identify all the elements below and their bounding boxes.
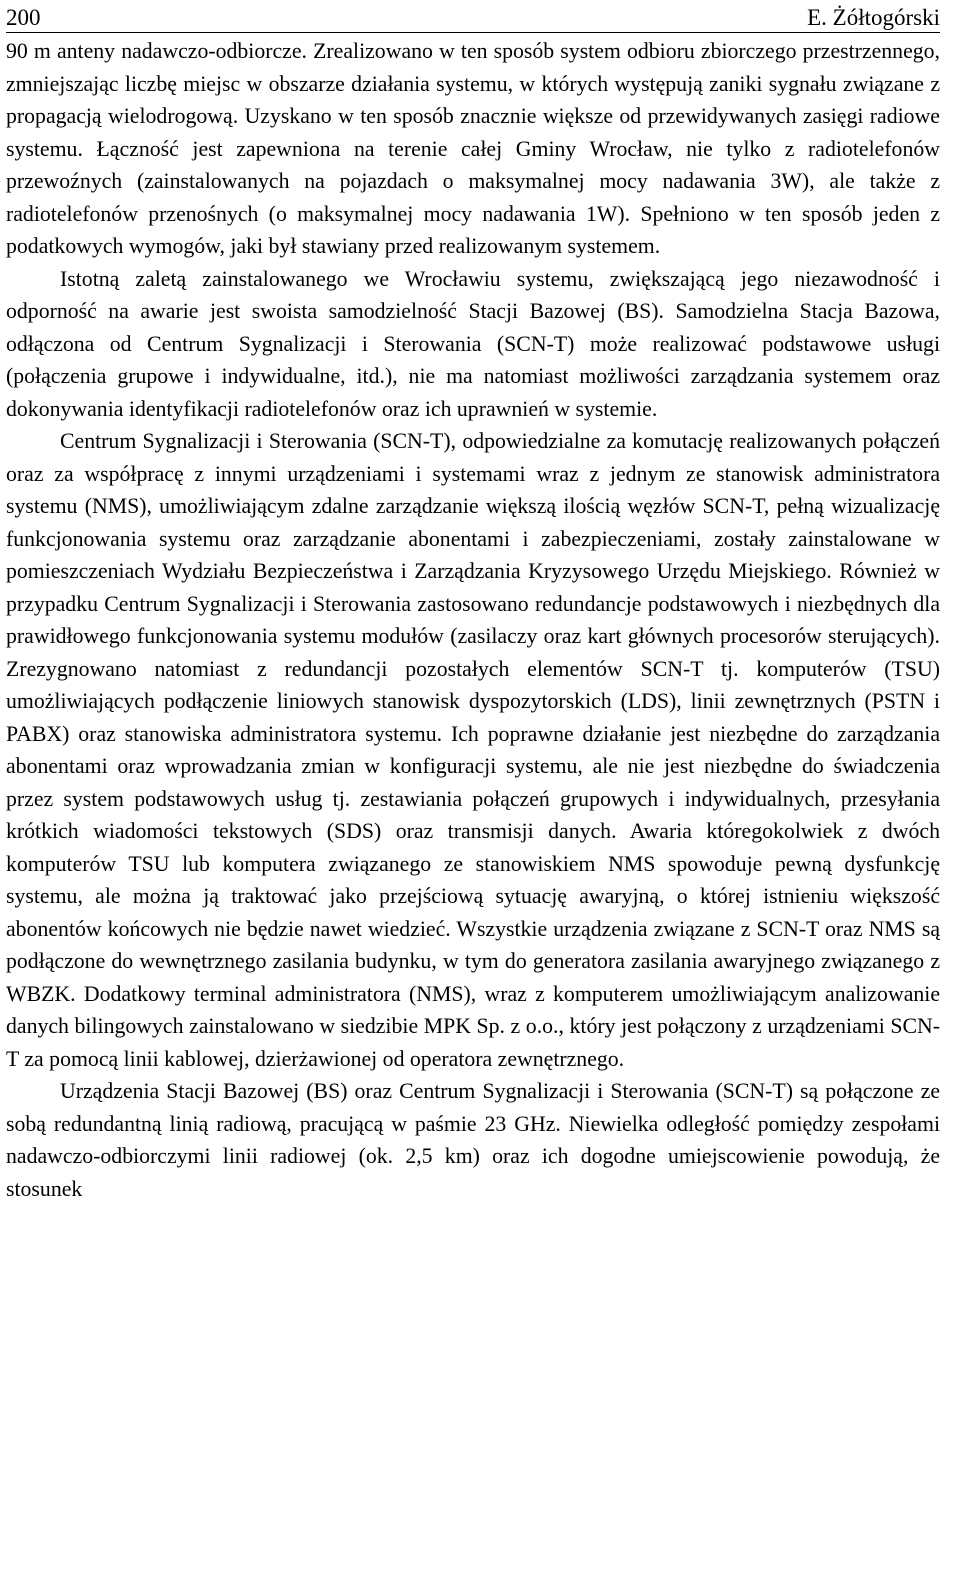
- paragraph-radio-link: Urządzenia Stacji Bazowej (BS) oraz Centrum Sygnalizacji i Sterowania (SCN-T) są połączone ze sobą redundantną linią radiową, pracującą w paśmie 23 GHz. Niewielka odległość pomiędzy zespołami nadawczo-odbiorczymi linii radiowej (ok. 2,5 km) oraz ich dogodne umiejscowienie powodują, że stosunek: [6, 1079, 940, 1201]
- author-name: E. Żółtogórski: [807, 5, 940, 30]
- body-text: [6, 35, 940, 1205]
- paragraph-signaling-center: Centrum Sygnalizacji i Sterowania (SCN-T), odpowiedzialne za komutację realizowanych połączeń oraz za współpracę z innymi urządzeniami i systemami wraz z jednym ze stanowisk administratora systemu (NMS), umożliwiającym zdalne zarządzanie większą ilością węzłów SCN-T, pełną wizualizację funkcjonowania systemu oraz zarządzanie abonentami i zabezpieczeniami, zostały zainstalowane w pomieszczeniach Wydziału Bezpieczeństwa i Zarządzania Kryzysowego Urzędu Miejskiego. Również w przypadku Centrum Sygnalizacji i Sterowania zastosowano redundancje podstawowych i niezbędnych dla prawidłowego funkcjonowania systemu modułów (zasilaczy oraz kart głównych procesorów sterujących). Zrezygnowano natomiast z redundancji pozostałych elementów SCN-T tj. komputerów (TSU) umożliwiających podłączenie liniowych stanowisk dyspozytorskich (LDS), linii zewnętrznych (PSTN i PABX) oraz stanowiska administratora systemu. Ich poprawne działanie jest niezbędne do zarządzania abonentami oraz wprowadzania zmian w konfiguracji systemu, ale nie jest niezbędne do świadczenia przez system podstawowych usług tj. zestawiania połączeń grupowych i indywidualnych, przesyłania krótkich wiadomości tekstowych (SDS) oraz transmisji danych. Awaria któregokolwiek z dwóch komputerów TSU lub komputera związanego ze stanowiskiem NMS spowoduje pewną dysfunkcję systemu, ale można ją traktować jako przejściową sytuację awaryjną, o której istnieniu większość abonentów końcowych nie będzie nawet wiedzieć. Wszystkie urządzenia związane z SCN-T oraz NMS są podłączone do wewnętrznego zasilania budynku, w tym do generatora zasilania awaryjnego związanego z WBZK. Dodatkowy terminal administratora (NMS), wraz z komputerem umożliwiającym analizowanie danych bilingowych zainstalowano w siedzibie MPK Sp. z o.o., który jest połączony z urządzeniami SCN-T za pomocą linii kablowej, dzierżawionej od operatora zewnętrznego.: [6, 429, 940, 1071]
- document-page: [6, 4, 940, 1205]
- running-header: [6, 4, 940, 33]
- paragraph-base-station: Istotną zaletą zainstalowanego we Wrocławiu systemu, zwiększającą jego niezawodność i odporność na awarie jest swoista samodzielność Stacji Bazowej (BS). Samodzielna Stacja Bazowa, odłączona od Centrum Sygnalizacji i Sterowania (SCN-T) może realizować podstawowe usługi (połączenia grupowe i indywidualne, itd.), nie ma natomiast możliwości zarządzania systemem oraz dokonywania identyfikacji radiotelefonów oraz ich uprawnień w systemie.: [6, 266, 940, 421]
- page-number: 200: [6, 5, 41, 30]
- paragraph-continued: 90 m anteny nadawczo-odbiorcze. Zrealizowano w ten sposób system odbioru zbiorczego przestrzennego, zmniejszając liczbę miejsc w obszarze działania systemu, w których występują zaniki sygnału związane z propagacją wielodrogową. Uzyskano w ten sposób znacznie większe od przewidywanych zasięgi radiowe systemu. Łączność jest zapewniona na terenie całej Gminy Wrocław, nie tylko z radiotelefonów przewoźnych (zainstalowanych na pojazdach o maksymalnej mocy nadawania 3W), ale także z radiotelefonów przenośnych (o maksymalnej mocy nadawania 1W). Spełniono w ten sposób jeden z podatkowych wymogów, jaki był stawiany przed realizowanym systemem.: [6, 39, 940, 258]
